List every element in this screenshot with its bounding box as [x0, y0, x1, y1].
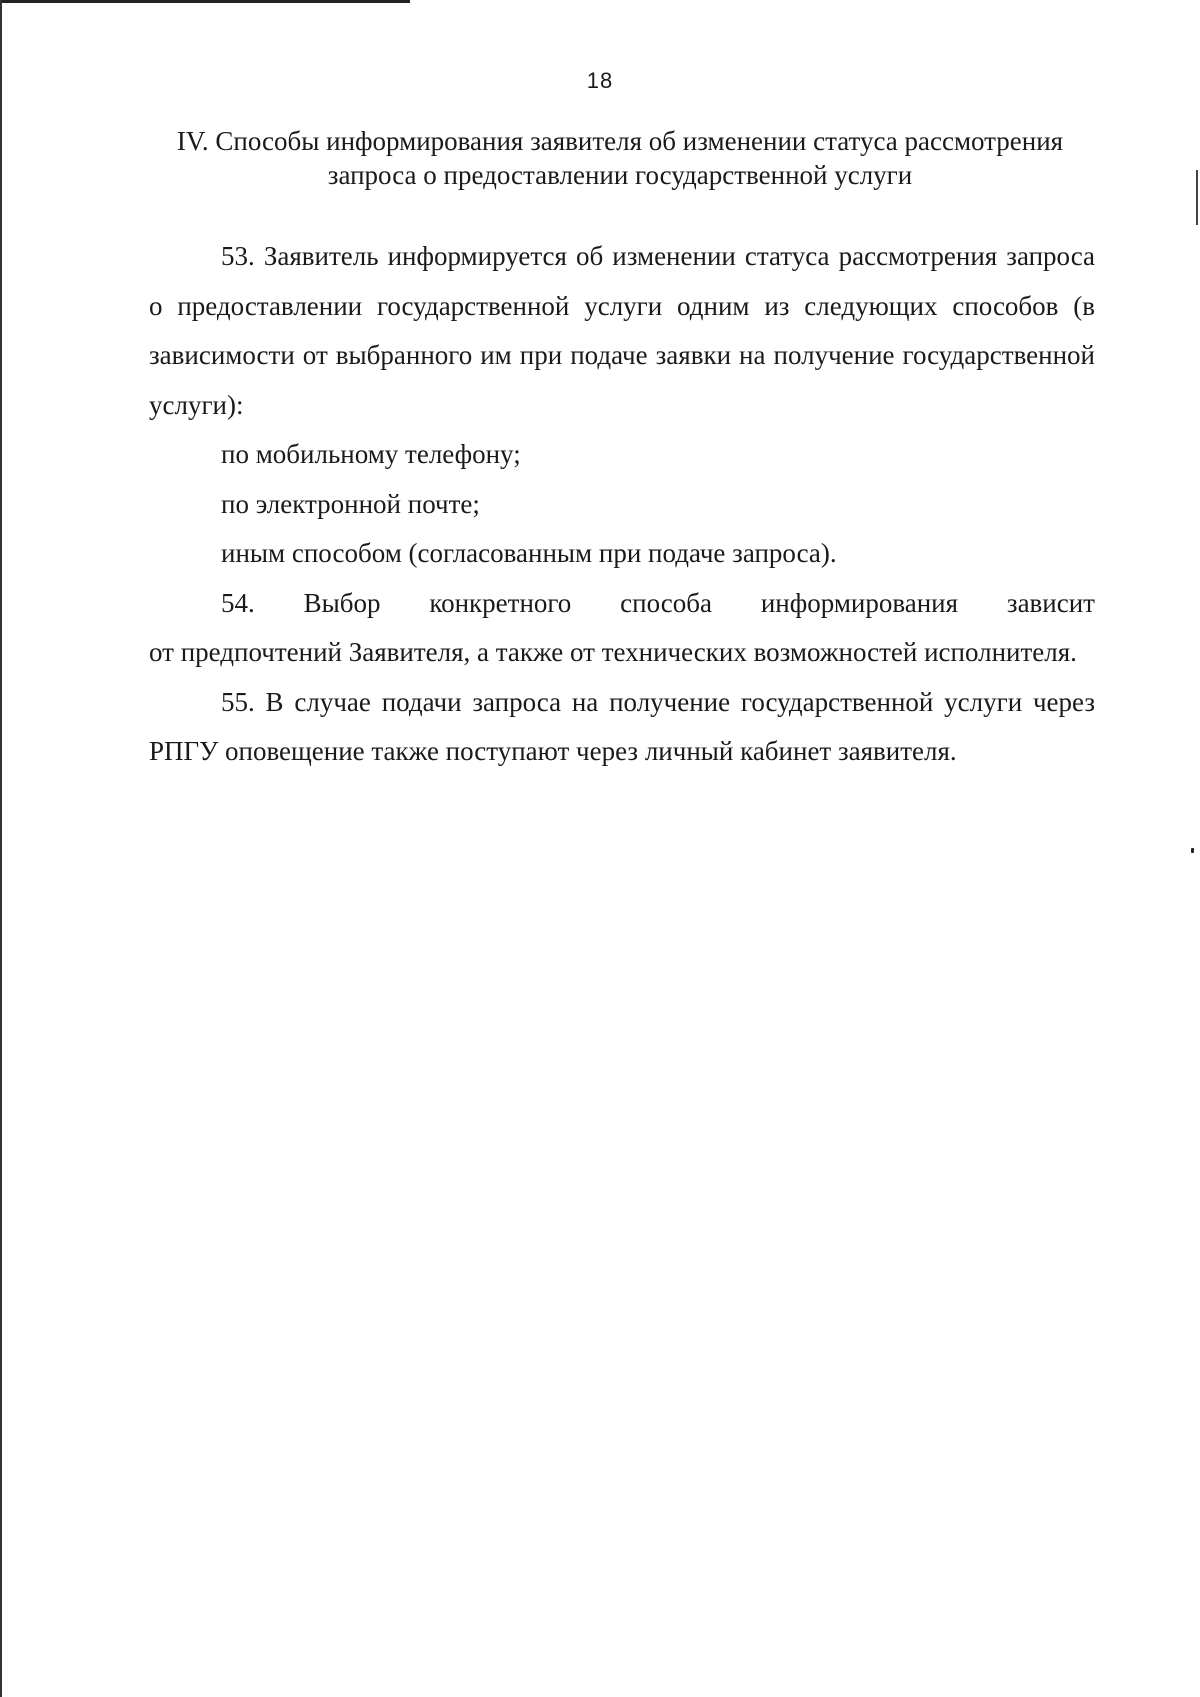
list-item-other: иным способом (согласованным при подаче запроса). [221, 538, 837, 568]
list-item-phone: по мобильному телефону; [221, 439, 521, 469]
scan-edge-left [0, 0, 2, 1697]
scan-speck [1191, 848, 1194, 853]
paragraph-54-line-1: 54. Выбор конкретного способа информирования зависит [221, 587, 1095, 618]
document-body [149, 232, 1095, 777]
list-item-email: по электронной почте; [221, 488, 480, 519]
section-heading-line-2: запроса о предоставлении государственной услуги [327, 160, 913, 190]
paragraph-55: 55. В случае подачи запроса на получение государственной услуги через РПГУ оповещение также поступают через личный кабинет заявителя. [149, 686, 1095, 766]
section-heading [140, 124, 1100, 192]
paragraph-54-line-2: от предпочтений Заявителя, а также от технических возможностей исполнителя. [149, 637, 1077, 667]
scan-edge-right-mark [1196, 170, 1198, 225]
scan-edge-top [0, 0, 410, 3]
section-heading-line-1: IV. Способы информирования заявителя об изменении статуса рассмотрения [176, 126, 1064, 156]
page-number: 18 [586, 68, 614, 93]
paragraph-53: 53. Заявитель информируется об изменении статуса рассмотрения запроса о предоставлении государственной услуги одним из следующих способов (в зависимости от выбранного им при подаче заявки на получение государственной услуги): [149, 241, 1095, 420]
